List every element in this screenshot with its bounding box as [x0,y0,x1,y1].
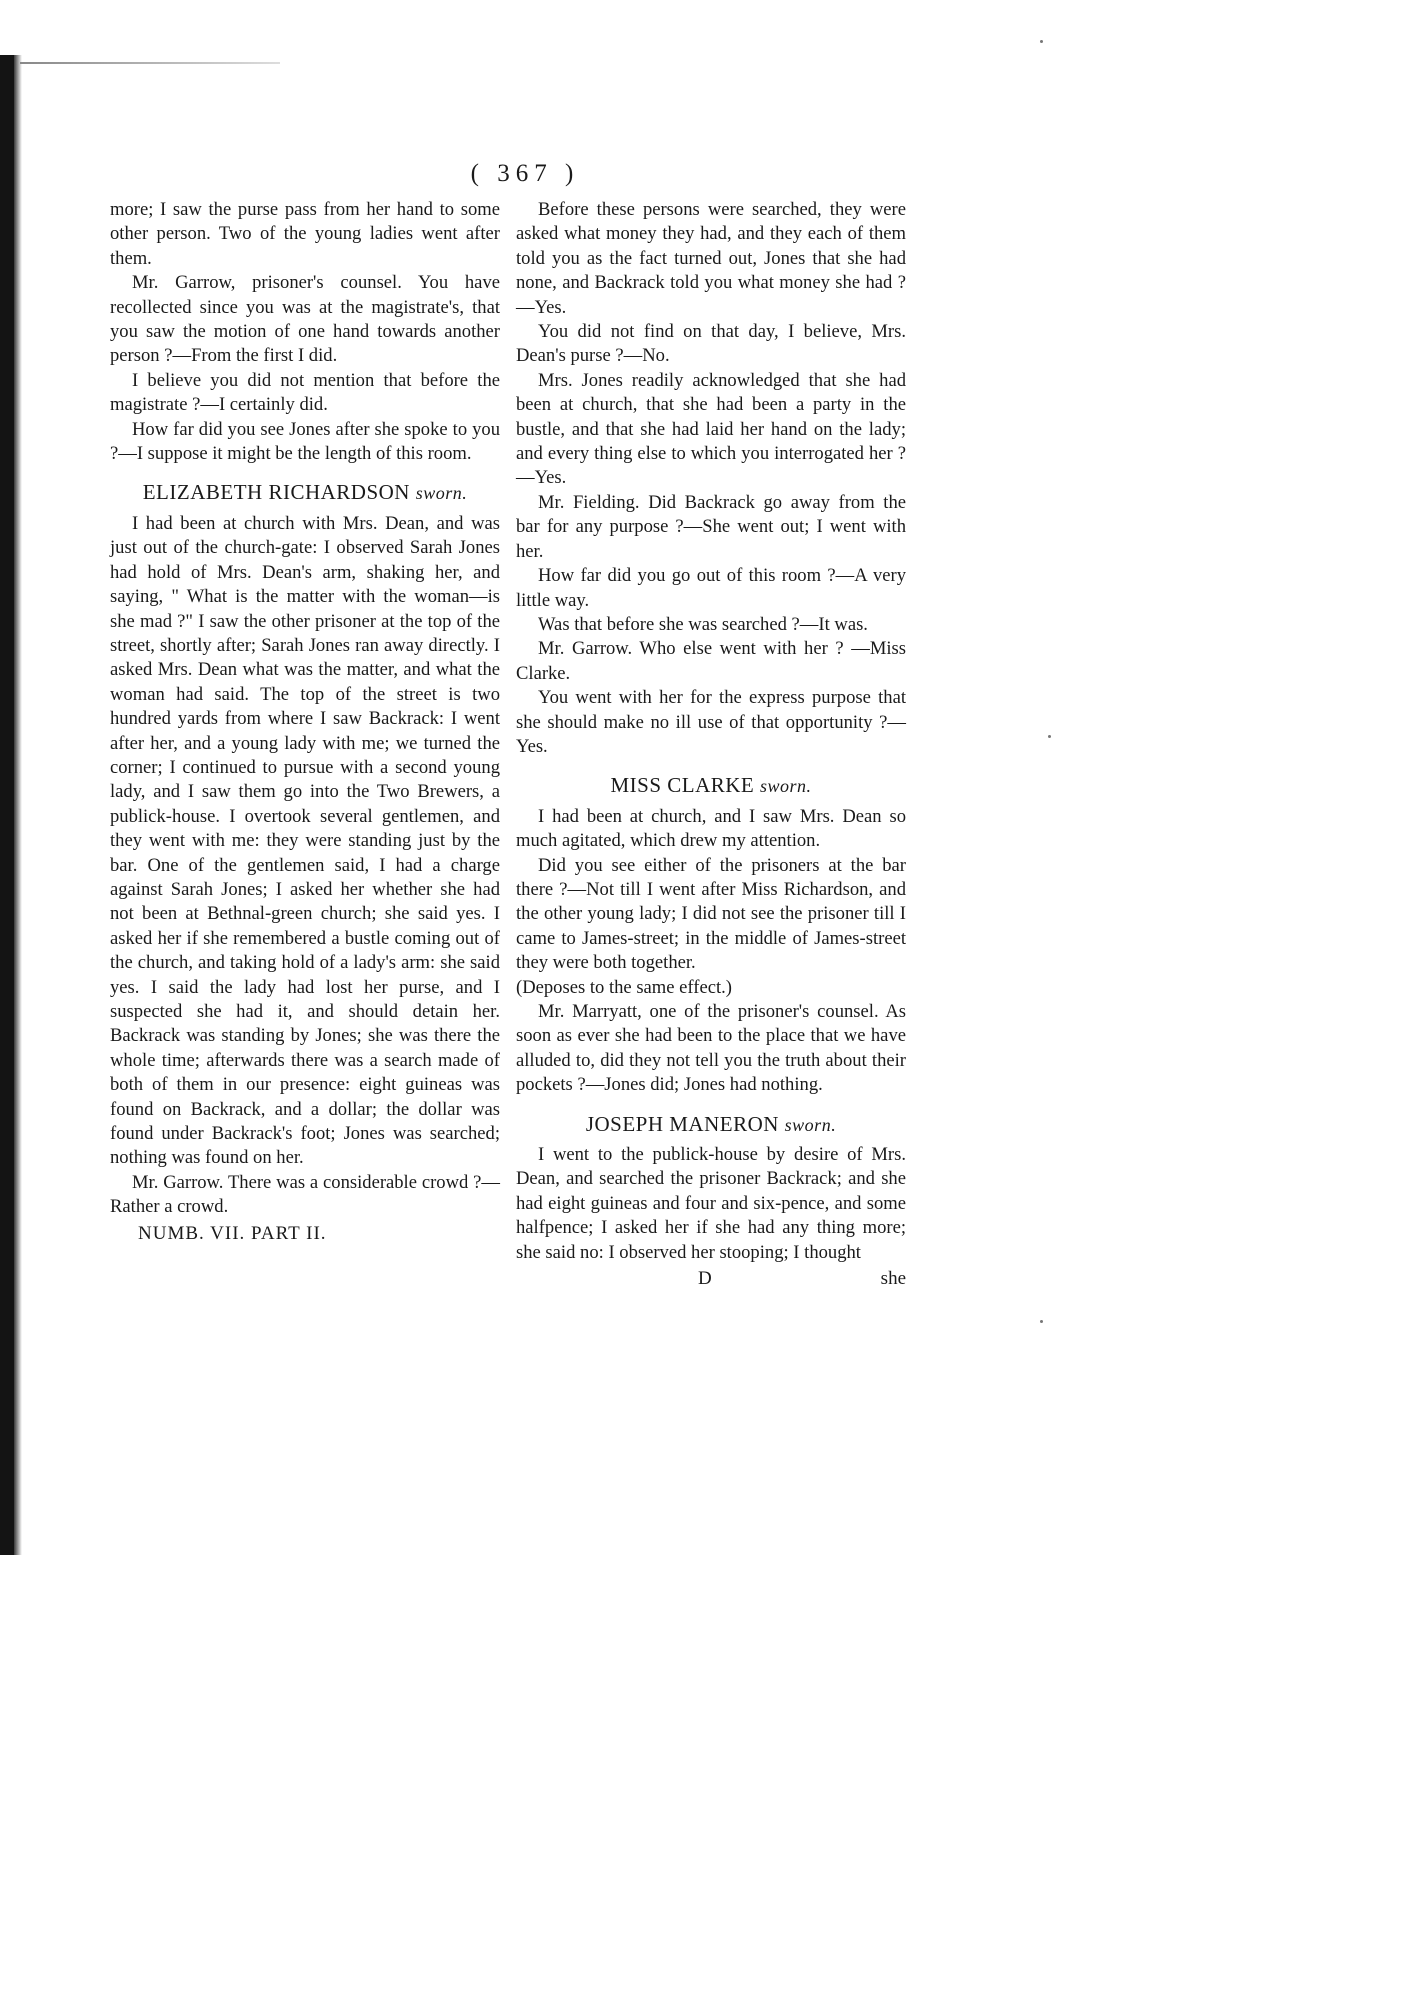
testimony-paragraph: I had been at church with Mrs. Dean, and was just out of the church-gate: I observed Sarah Jones had hold of Mrs. Dean's arm, shaking her, and saying, " What is the matter with the woman—is she mad ?" I saw the other prisoner at the top of the street, shortly after; Sarah Jones ran away directly. I asked Mrs. Dean what was the matter, and what the woman had said. The top of the street is two hundred yards from where I saw Backrack: I went after her, and a young lady with me; we turned the corner; I continued to pursue with a second young lady, and I saw them go into the Two Brewers, a publick-house. I overtook several gentlemen, and they went with me: they were standing just by the bar. One of the gentlemen said, I had a charge against Sarah Jones; I asked her whether she had not been at Bethnal-green church; she said yes. I asked her if she remembered a bustle coming out of the church, and taking hold of a lady's arm: she said yes. I said the lady had lost her purse, and I suspected she had it, and should detain her. Backrack was standing by Jones; she was there the whole time; afterwards there was a search made of both of them in our presence: eight guineas was found on Backrack, and a dollar; the dollar was found under Backrack's foot; Jones was searched; nothing was found on her. [110,512,500,1169]
paragraph: You went with her for the express purpose that she should make no ill use of that opportunity ?—Yes. [516,687,906,757]
signature-mark: D [698,1268,712,1290]
paragraph: Before these persons were searched, they were asked what money they had, and they each of them told you as the fact turned out, Jones that she had none, and Backrack told you what money she had ?—Yes. [516,199,906,318]
witness-name: JOSEPH MANERON [585,1111,779,1136]
witness-name: MISS CLARKE [610,773,755,798]
paragraph: Mrs. Jones readily acknowledged that she had been at church, that she had been a party in the bustle, and that she had laid her hand on the lady; and every thing else to which you interrogated her ?—Yes. [516,369,906,489]
paragraph: more; I saw the purse pass from her hand to some other person. Two of the young ladies went after them. [110,199,500,269]
sworn-label: sworn. [760,776,812,797]
witness-name: ELIZABETH RICHARDSON [142,480,410,505]
paragraph: How far did you go out of this room ?—A very little way. [516,565,906,611]
witness-heading [516,773,906,798]
scan-speck [1040,1320,1043,1323]
paragraph: How far did you see Jones after she spoke to you ?—I suppose it might be the length of this room. [110,418,500,465]
scan-speck [1040,40,1043,43]
testimony-paragraph: Mr. Garrow. There was a considerable crowd ?—Rather a crowd. [110,1171,500,1218]
page-number: ( 367 ) [470,160,580,187]
paragraph: Mr. Marryatt, one of the prisoner's counsel. As soon as ever she had been to the place that we have alluded to, did they not tell you the truth about their pockets ?—Jones did; Jones had nothing. [516,1001,906,1096]
footer-line [516,1267,906,1291]
paragraph: Did you see either of the prisoners at the bar there ?—Not till I went after Miss Richardson, and the other young lady; I did not see the prisoner till I came to James-street; in the middle of James-street they were both together. [516,854,906,974]
paragraph: Mr. Garrow. Who else went with her ? —Miss Clarke. [516,638,906,684]
paragraph: You did not find on that day, I believe, Mrs. Dean's purse ?—No. [516,321,906,367]
scan-edge-line [20,62,280,64]
sworn-label: sworn. [415,483,468,504]
right-column [516,198,906,1291]
book-gutter-gradient [14,55,22,1555]
paragraph: I went to the publick-house by desire of Mrs. Dean, and searched the prisoner Backrack; and she had eight guineas and four and six-pence, and some halfpence; I asked her if she had any thing more; she said no: I observed her stooping; I thought [516,1144,906,1263]
witness-heading [516,1112,906,1137]
catchword: she [880,1268,906,1290]
paragraph: I believe you did not mention that before the magistrate ?—I certainly did. [110,369,500,416]
deposes-note: (Deposes to the same effect.) [516,976,732,998]
left-column [110,198,500,1246]
paragraph: Was that before she was searched ?—It was. [538,613,868,635]
paragraph: Mr. Garrow, prisoner's counsel. You have recollected since you was at the magistrate's, that you saw the motion of one hand towards another person ?—From the first I did. [110,272,500,367]
signature-line: NUMB. VII. PART II. [138,1222,327,1244]
footer-line [110,1222,500,1246]
paragraph: I had been at church, and I saw Mrs. Dean so much agitated, which drew my attention. [516,805,906,852]
paragraph: Mr. Fielding. Did Backrack go away from the bar for any purpose ?—She went out; I went with her. [516,491,906,562]
sworn-label: sworn. [784,1114,837,1135]
scan-speck [1048,735,1051,738]
witness-heading [110,480,500,505]
